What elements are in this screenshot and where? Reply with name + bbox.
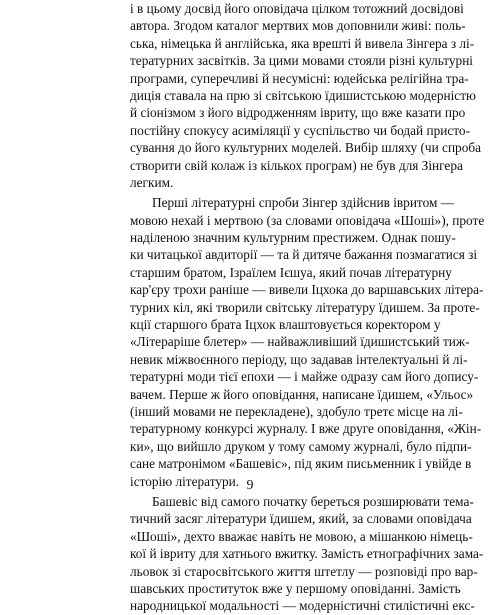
text-line: невик міжвоєнного періоду, що задавав інтелектуальні й лі- <box>130 351 468 367</box>
text-line: кої й івриту для хатнього вжитку. Замість етнографічних зама- <box>130 546 484 562</box>
text-line: шавських проституток вже у першому оповіданні. Замість <box>130 580 461 596</box>
text-line: народницької модальності — модерністичні стилістичні екс- <box>130 598 475 614</box>
text-line: наділеною значним культурним престижем. Однак пошу- <box>130 230 456 246</box>
text-line: вачем. Перше ж його оповідання, написане їдишем, «Ульос» <box>130 386 474 402</box>
text-line: історію літератури. <box>130 473 240 489</box>
text-line: створити свій колаж із кількох програм) не був для Зінгера <box>130 157 463 173</box>
text-line: (інший мовами не перекладене), здобуло третє місце на лі- <box>130 403 463 419</box>
text-line: тературні моди тієї епохи — і майже одразу сам його допису- <box>130 369 479 385</box>
body-text <box>130 0 485 615</box>
text-line: і в цьому досвід його оповідача цілком тотожний досвідові <box>130 1 464 16</box>
text-line: програми, суперечливі й несумісні: юдейська релігійна тра- <box>130 70 469 86</box>
text-line: ки», що вийшло друком у тому самому журналі, було підпи- <box>130 438 472 454</box>
text-line: ки читацької авдиторії — та й дитяче бажання позмагатися зі <box>130 247 478 263</box>
page-number: 9 <box>246 478 254 493</box>
text-line: сування до його культурних моделей. Вибір шляху (чи спроба <box>130 140 482 156</box>
text-line: «Літерарішe блетер» — найважливіший їдишистський тиж- <box>130 334 470 350</box>
text-line: кції старшого брата Іцхок влаштовується коректором у <box>130 317 441 333</box>
text-line: автора. Згодом каталог мертвих мов доповнили живі: поль- <box>130 18 466 34</box>
text-line: легким. <box>130 174 174 190</box>
text-line: мовою нехай і мертвою (за словами оповідача «Шоші»), проте <box>130 212 485 228</box>
text-line: турних кіл, які творили світську літературу їдишем. За проте- <box>130 299 480 315</box>
paragraph <box>130 0 482 191</box>
text-line: Башевіс від самого початку береться розширювати тема- <box>152 493 474 509</box>
text-line: ська, німецька й англійська, яка врешті й вивела Зінгера з лі- <box>130 35 475 51</box>
text-line: сане матронімом «Башевіс», під яким письменник і увійде в <box>130 456 472 472</box>
text-line: диція ставала на прю зі світською їдишистською модерністю <box>130 87 476 103</box>
text-line: кар'єру трохи раніше — вивели Іцхока до варшавських літера- <box>130 282 484 298</box>
text-line: льовок зі старосвітського життя штетлу — розповіді про вар- <box>130 563 478 579</box>
text-line: тичний засяг літератури їдишем, який, за словами оповідача <box>130 511 472 527</box>
paragraph <box>130 493 484 615</box>
text-line: й сіонізмом з його відродженням івриту, що вже казати про <box>130 105 466 121</box>
paragraph <box>130 194 485 490</box>
text-line: тературному конкурсі журналу. І вже друге оповідання, «Жін- <box>130 421 482 437</box>
text-line: «Шоші», дехто вважає навіть не мовою, а мішанкою німець- <box>130 528 473 544</box>
text-line: тературних засвітків. За цими мовами стояли різні культурні <box>130 53 473 69</box>
text-line: Перші літературні спроби Зінгер здійснив івритом — <box>152 195 454 211</box>
text-line: старшим братом, Ізраїлем Ієшуа, який почав літературну <box>130 264 452 280</box>
text-line: постійну спокусу асиміляції у суспільство чи бодай присто- <box>130 122 470 138</box>
